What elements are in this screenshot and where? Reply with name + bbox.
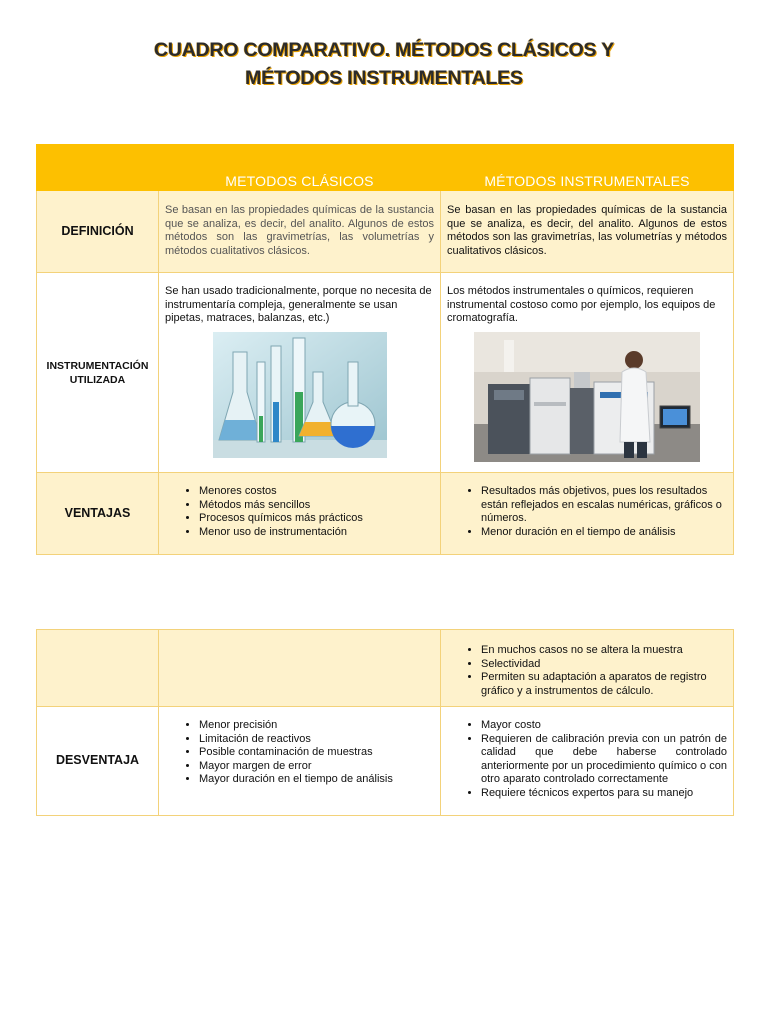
comparison-table-continued — [36, 629, 734, 816]
page-title — [0, 36, 768, 92]
row-ventajas — [37, 473, 734, 555]
list-item: • Métodos más sencillos — [199, 499, 434, 513]
row-desventaja — [37, 707, 734, 816]
instrumentacion-clasicos-text: Se han usado tradicionalmente, porque no necesita de instrumentaría compleja, generalmente se usan pipetas, matraces, balanzas, etc.) — [165, 285, 432, 324]
desventaja-instrumentales-list — [441, 719, 727, 800]
row-label-instrumentacion-line-1: INSTRUMENTACIÓN — [46, 359, 149, 372]
ventajas-clasicos-cell — [159, 473, 441, 555]
ventajas-instrumentales-list — [441, 485, 727, 539]
ventajas-cont-instrumentales-cell — [441, 630, 734, 707]
comparison-table — [36, 144, 734, 555]
list-item: • Mayor margen de error — [199, 760, 434, 774]
laboratory-glassware-photo — [213, 332, 387, 458]
ventajas-cont-instrumentales-list — [441, 644, 727, 698]
desventaja-clasicos-cell — [159, 707, 441, 816]
list-item: • Menores costos — [199, 485, 434, 499]
list-item: • Menor precisión — [199, 719, 434, 733]
list-item: • Procesos químicos más prácticos — [199, 512, 434, 526]
page-title-line-1: CUADRO COMPARATIVO. MÉTODOS CLÁSICOS Y — [153, 39, 615, 61]
row-definicion — [37, 191, 734, 273]
ventajas-instrumentales-cell — [441, 473, 734, 555]
list-item: • Limitación de reactivos — [199, 733, 434, 747]
row-label-ventajas: VENTAJAS — [37, 473, 159, 555]
desventaja-clasicos-list — [159, 719, 434, 787]
list-item: • Permiten su adaptación a aparatos de registro gráfico y a instrumentos de cálculo. — [481, 671, 727, 698]
row-ventajas-continued — [37, 630, 734, 707]
list-item: • Menor duración en el tiempo de análisis — [481, 526, 727, 540]
page-title-line-2: MÉTODOS INSTRUMENTALES — [245, 67, 523, 89]
row-label-instrumentacion-line-2: UTILIZADA — [69, 373, 126, 386]
row-instrumentacion — [37, 273, 734, 473]
list-item: • Mayor costo — [481, 719, 727, 733]
row-label-instrumentacion — [37, 273, 159, 473]
definicion-instrumentales-cell: Se basan en las propiedades químicas de la sustancia que se analiza, es decir, del analito. Algunos de estos métodos son las gravimetrías, las volumetrías y métodos cualitativos clásicos. — [441, 191, 734, 273]
instrumentacion-instrumentales-text: Los métodos instrumentales o químicos, requieren instrumental costoso como por ejemplo, los equipos de cromatografía. — [447, 285, 716, 324]
desventaja-instrumentales-cell — [441, 707, 734, 816]
list-item: • Menor uso de instrumentación — [199, 526, 434, 540]
ventajas-clasicos-list — [159, 485, 434, 539]
definicion-clasicos-cell: Se basan en las propiedades químicas de la sustancia que se analiza, es decir, del analito. Algunos de estos métodos son las gravimetrías, las volumetrías y métodos cualitativos clásicos. — [159, 191, 441, 273]
header-metodos-clasicos: METODOS CLÁSICOS — [159, 145, 441, 191]
list-item: • En muchos casos no se altera la muestra — [481, 644, 727, 658]
header-metodos-instrumentales: MÉTODOS INSTRUMENTALES — [441, 145, 734, 191]
list-item: • Mayor duración en el tiempo de análisis — [199, 773, 434, 787]
instrumentacion-clasicos-cell — [159, 273, 441, 473]
list-item: • Requiere técnicos expertos para su manejo — [481, 787, 727, 801]
row-label-empty — [37, 630, 159, 707]
row-label-desventaja: DESVENTAJA — [37, 707, 159, 816]
list-item: • Posible contaminación de muestras — [199, 746, 434, 760]
table-header-row — [37, 145, 734, 191]
list-item: • Requieren de calibración previa con un patrón de calidad que debe haberse controlado anteriormente por un procedimiento químico o con otro aparato controlado correctamente — [481, 733, 727, 787]
list-item: • Selectividad — [481, 658, 727, 672]
instrumentacion-instrumentales-cell — [441, 273, 734, 473]
header-empty-cell — [37, 145, 159, 191]
chromatography-instrument-photo — [474, 332, 700, 462]
ventajas-cont-clasicos-cell — [159, 630, 441, 707]
row-label-definicion: DEFINICIÓN — [37, 191, 159, 273]
list-item: • Resultados más objetivos, pues los resultados están reflejados en escalas numéricas, gráficos o números. — [481, 485, 727, 526]
